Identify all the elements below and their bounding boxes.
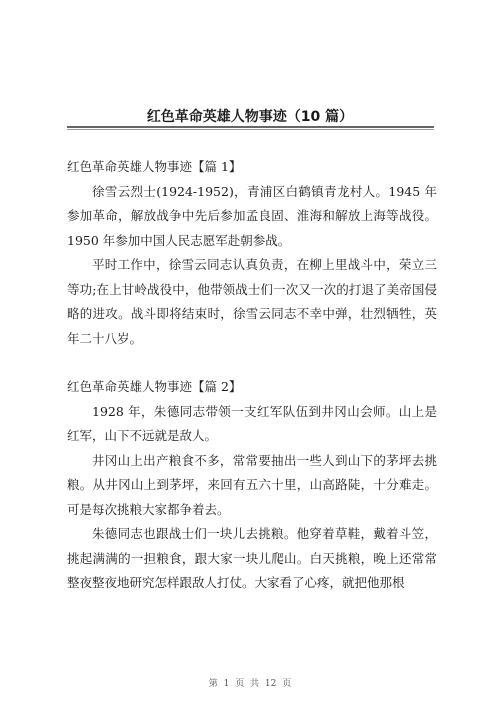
paragraph: 朱德同志也跟战士们一块儿去挑粮。他穿着草鞋，戴着斗笠，挑起满满的一担粮食，跟大家一块儿爬山。白天挑粮，晚上还常常整夜整夜地研究怎样跟敌人打仗。大家看了心疼，就把他那根 [67, 526, 437, 590]
document-title: 红色革命英雄人物事迹（10 篇） [146, 109, 354, 125]
section-heading: 红色革命英雄人物事迹【篇 1】 [67, 159, 242, 174]
section-heading: 红色革命英雄人物事迹【篇 2】 [67, 379, 242, 394]
paragraph: 徐雪云烈士(1924-1952)，青浦区白鹤镇青龙村人。1945 年参加革命，解放战争中先后参加孟良固、淮海和解放上海等战役。1950 年参加中国人民志愿军赴朝参战。 [67, 183, 437, 248]
section-1 [67, 155, 437, 351]
page-footer: 第 1 页 共 12 页 [208, 679, 292, 689]
title-divider [67, 126, 434, 130]
paragraph: 1928 年，朱德同志带领一支红军队伍到井冈山会师。山上是红军，山下不远就是敌人。 [67, 403, 437, 443]
section-2 [67, 375, 437, 596]
paragraph: 平时工作中，徐雪云同志认真负责，在柳上里战斗中，荣立三等功;在上甘岭战役中，他带领战士们一次又一次的打退了美帝国侵略的进攻。战斗即将结束时，徐雪云同志不幸中弹，壮烈牺牲，英年二十八岁。 [67, 257, 437, 346]
document-body [67, 155, 437, 596]
paragraph: 井冈山上出产粮食不多，常常要抽出一些人到山下的茅坪去挑粮。从井冈山上到茅坪，来回有五六十里，山高路陡，十分难走。可是每次挑粮大家都争着去。 [67, 452, 437, 517]
